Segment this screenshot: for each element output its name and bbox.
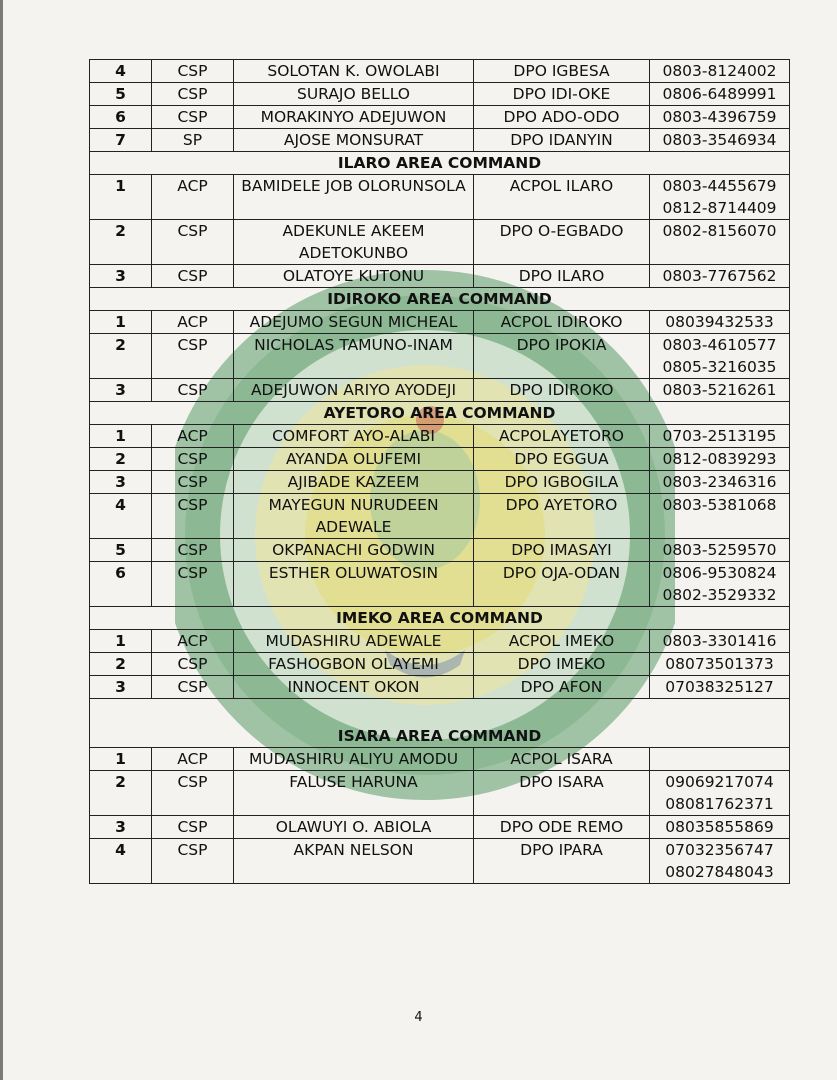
post-cell: ACPOL ISARA	[474, 748, 650, 771]
table-row	[90, 539, 790, 562]
post-cell: ACPOLAYETORO	[474, 425, 650, 448]
rank-cell: CSP	[152, 60, 234, 83]
rank-cell: SP	[152, 129, 234, 152]
post-cell: DPO EGGUA	[474, 448, 650, 471]
rank-cell: CSP	[152, 334, 234, 379]
serial-number-cell: 3	[90, 379, 152, 402]
serial-number-cell: 2	[90, 334, 152, 379]
table-row	[90, 653, 790, 676]
phone-cell	[650, 748, 790, 771]
officer-name-cell: OKPANACHI GODWIN	[234, 539, 474, 562]
serial-number-cell: 2	[90, 653, 152, 676]
phone-cell: 0803-8124002	[650, 60, 790, 83]
table-row	[90, 448, 790, 471]
officer-name-cell: FASHOGBON OLAYEMI	[234, 653, 474, 676]
officers-roster-table	[89, 59, 790, 884]
phone-cell: 0806-6489991	[650, 83, 790, 106]
scan-edge	[0, 0, 3, 1080]
officer-name-cell: SOLOTAN K. OWOLABI	[234, 60, 474, 83]
section-header-row	[90, 699, 790, 748]
post-cell: ACPOL IDIROKO	[474, 311, 650, 334]
rank-cell: CSP	[152, 839, 234, 884]
serial-number-cell: 3	[90, 265, 152, 288]
section-header-row	[90, 288, 790, 311]
phone-cell: 0703-2513195	[650, 425, 790, 448]
officer-name-cell: ADEKUNLE AKEEM ADETOKUNBO	[234, 220, 474, 265]
serial-number-cell: 5	[90, 539, 152, 562]
rank-cell: CSP	[152, 265, 234, 288]
officer-name-cell: AJOSE MONSURAT	[234, 129, 474, 152]
section-title: ISARA AREA COMMAND	[90, 699, 790, 748]
post-cell: DPO ILARO	[474, 265, 650, 288]
post-cell: DPO IMASAYI	[474, 539, 650, 562]
serial-number-cell: 3	[90, 471, 152, 494]
rank-cell: ACP	[152, 630, 234, 653]
serial-number-cell: 4	[90, 494, 152, 539]
roster-body	[90, 60, 790, 884]
serial-number-cell: 7	[90, 129, 152, 152]
table-row	[90, 425, 790, 448]
rank-cell: CSP	[152, 83, 234, 106]
rank-cell: CSP	[152, 771, 234, 816]
phone-cell: 08035855869	[650, 816, 790, 839]
table-row	[90, 676, 790, 699]
table-row	[90, 60, 790, 83]
section-title: IDIROKO AREA COMMAND	[90, 288, 790, 311]
phone-cell: 0812-0839293	[650, 448, 790, 471]
serial-number-cell: 1	[90, 748, 152, 771]
serial-number-cell: 1	[90, 311, 152, 334]
post-cell: DPO IPOKIA	[474, 334, 650, 379]
officer-name-cell: AYANDA OLUFEMI	[234, 448, 474, 471]
rank-cell: CSP	[152, 220, 234, 265]
serial-number-cell: 5	[90, 83, 152, 106]
phone-cell: 0803-3301416	[650, 630, 790, 653]
table-row	[90, 83, 790, 106]
section-header-row	[90, 152, 790, 175]
rank-cell: CSP	[152, 539, 234, 562]
post-cell: DPO IPARA	[474, 839, 650, 884]
post-cell: DPO IGBOGILA	[474, 471, 650, 494]
post-cell: DPO AFON	[474, 676, 650, 699]
table-row	[90, 220, 790, 265]
serial-number-cell: 1	[90, 175, 152, 220]
post-cell: DPO IMEKO	[474, 653, 650, 676]
post-cell: DPO ADO-ODO	[474, 106, 650, 129]
officer-name-cell: ADEJUWON ARIYO AYODEJI	[234, 379, 474, 402]
serial-number-cell: 4	[90, 839, 152, 884]
rank-cell: ACP	[152, 748, 234, 771]
officer-name-cell: OLATOYE KUTONU	[234, 265, 474, 288]
phone-cell: 0803-7767562	[650, 265, 790, 288]
serial-number-cell: 3	[90, 676, 152, 699]
table-row	[90, 630, 790, 653]
phone-cell: 0803-5259570	[650, 539, 790, 562]
serial-number-cell: 6	[90, 106, 152, 129]
phone-cell: 07032356747 08027848043	[650, 839, 790, 884]
officer-name-cell: MUDASHIRU ADEWALE	[234, 630, 474, 653]
section-title: AYETORO AREA COMMAND	[90, 402, 790, 425]
table-row	[90, 748, 790, 771]
phone-cell: 08039432533	[650, 311, 790, 334]
officer-name-cell: MUDASHIRU ALIYU AMODU	[234, 748, 474, 771]
phone-cell: 0803-4396759	[650, 106, 790, 129]
section-title: IMEKO AREA COMMAND	[90, 607, 790, 630]
serial-number-cell: 2	[90, 771, 152, 816]
table-row	[90, 471, 790, 494]
table-row	[90, 562, 790, 607]
table-row	[90, 494, 790, 539]
rank-cell: ACP	[152, 311, 234, 334]
serial-number-cell: 2	[90, 448, 152, 471]
rank-cell: CSP	[152, 471, 234, 494]
section-header-row	[90, 402, 790, 425]
officer-name-cell: NICHOLAS TAMUNO-INAM	[234, 334, 474, 379]
phone-cell: 0803-5216261	[650, 379, 790, 402]
table-row	[90, 816, 790, 839]
officer-name-cell: FALUSE HARUNA	[234, 771, 474, 816]
officer-name-cell: BAMIDELE JOB OLORUNSOLA	[234, 175, 474, 220]
officer-name-cell: MAYEGUN NURUDEEN ADEWALE	[234, 494, 474, 539]
table-row	[90, 106, 790, 129]
post-cell: DPO IDIROKO	[474, 379, 650, 402]
table-row	[90, 129, 790, 152]
phone-cell: 0803-3546934	[650, 129, 790, 152]
serial-number-cell: 3	[90, 816, 152, 839]
rank-cell: CSP	[152, 562, 234, 607]
phone-cell: 09069217074 08081762371	[650, 771, 790, 816]
post-cell: DPO OJA-ODAN	[474, 562, 650, 607]
phone-cell: 0806-9530824 0802-3529332	[650, 562, 790, 607]
phone-cell: 0803-2346316	[650, 471, 790, 494]
officer-name-cell: AJIBADE KAZEEM	[234, 471, 474, 494]
post-cell: DPO IDI-OKE	[474, 83, 650, 106]
table-row	[90, 771, 790, 816]
officer-name-cell: COMFORT AYO-ALABI	[234, 425, 474, 448]
officer-name-cell: AKPAN NELSON	[234, 839, 474, 884]
rank-cell: CSP	[152, 676, 234, 699]
officer-name-cell: SURAJO BELLO	[234, 83, 474, 106]
rank-cell: ACP	[152, 425, 234, 448]
phone-cell: 0803-4610577 0805-3216035	[650, 334, 790, 379]
serial-number-cell: 1	[90, 630, 152, 653]
rank-cell: CSP	[152, 494, 234, 539]
serial-number-cell: 2	[90, 220, 152, 265]
phone-cell: 0803-4455679 0812-8714409	[650, 175, 790, 220]
serial-number-cell: 4	[90, 60, 152, 83]
post-cell: DPO ODE REMO	[474, 816, 650, 839]
table-row	[90, 334, 790, 379]
officer-name-cell: MORAKINYO ADEJUWON	[234, 106, 474, 129]
serial-number-cell: 6	[90, 562, 152, 607]
section-title: ILARO AREA COMMAND	[90, 152, 790, 175]
post-cell: DPO IDANYIN	[474, 129, 650, 152]
table-row	[90, 839, 790, 884]
rank-cell: CSP	[152, 448, 234, 471]
table-row	[90, 311, 790, 334]
post-cell: DPO O-EGBADO	[474, 220, 650, 265]
officer-name-cell: ESTHER OLUWATOSIN	[234, 562, 474, 607]
rank-cell: CSP	[152, 106, 234, 129]
rank-cell: CSP	[152, 653, 234, 676]
page-number: 4	[414, 1010, 423, 1025]
section-header-row	[90, 607, 790, 630]
officer-name-cell: ADEJUMO SEGUN MICHEAL	[234, 311, 474, 334]
serial-number-cell: 1	[90, 425, 152, 448]
post-cell: ACPOL ILARO	[474, 175, 650, 220]
rank-cell: CSP	[152, 379, 234, 402]
post-cell: DPO ISARA	[474, 771, 650, 816]
post-cell: DPO AYETORO	[474, 494, 650, 539]
officer-name-cell: INNOCENT OKON	[234, 676, 474, 699]
post-cell: ACPOL IMEKO	[474, 630, 650, 653]
table-row	[90, 175, 790, 220]
post-cell: DPO IGBESA	[474, 60, 650, 83]
phone-cell: 08073501373	[650, 653, 790, 676]
table-row	[90, 265, 790, 288]
phone-cell: 07038325127	[650, 676, 790, 699]
rank-cell: CSP	[152, 816, 234, 839]
phone-cell: 0803-5381068	[650, 494, 790, 539]
table-row	[90, 379, 790, 402]
officer-name-cell: OLAWUYI O. ABIOLA	[234, 816, 474, 839]
rank-cell: ACP	[152, 175, 234, 220]
phone-cell: 0802-8156070	[650, 220, 790, 265]
